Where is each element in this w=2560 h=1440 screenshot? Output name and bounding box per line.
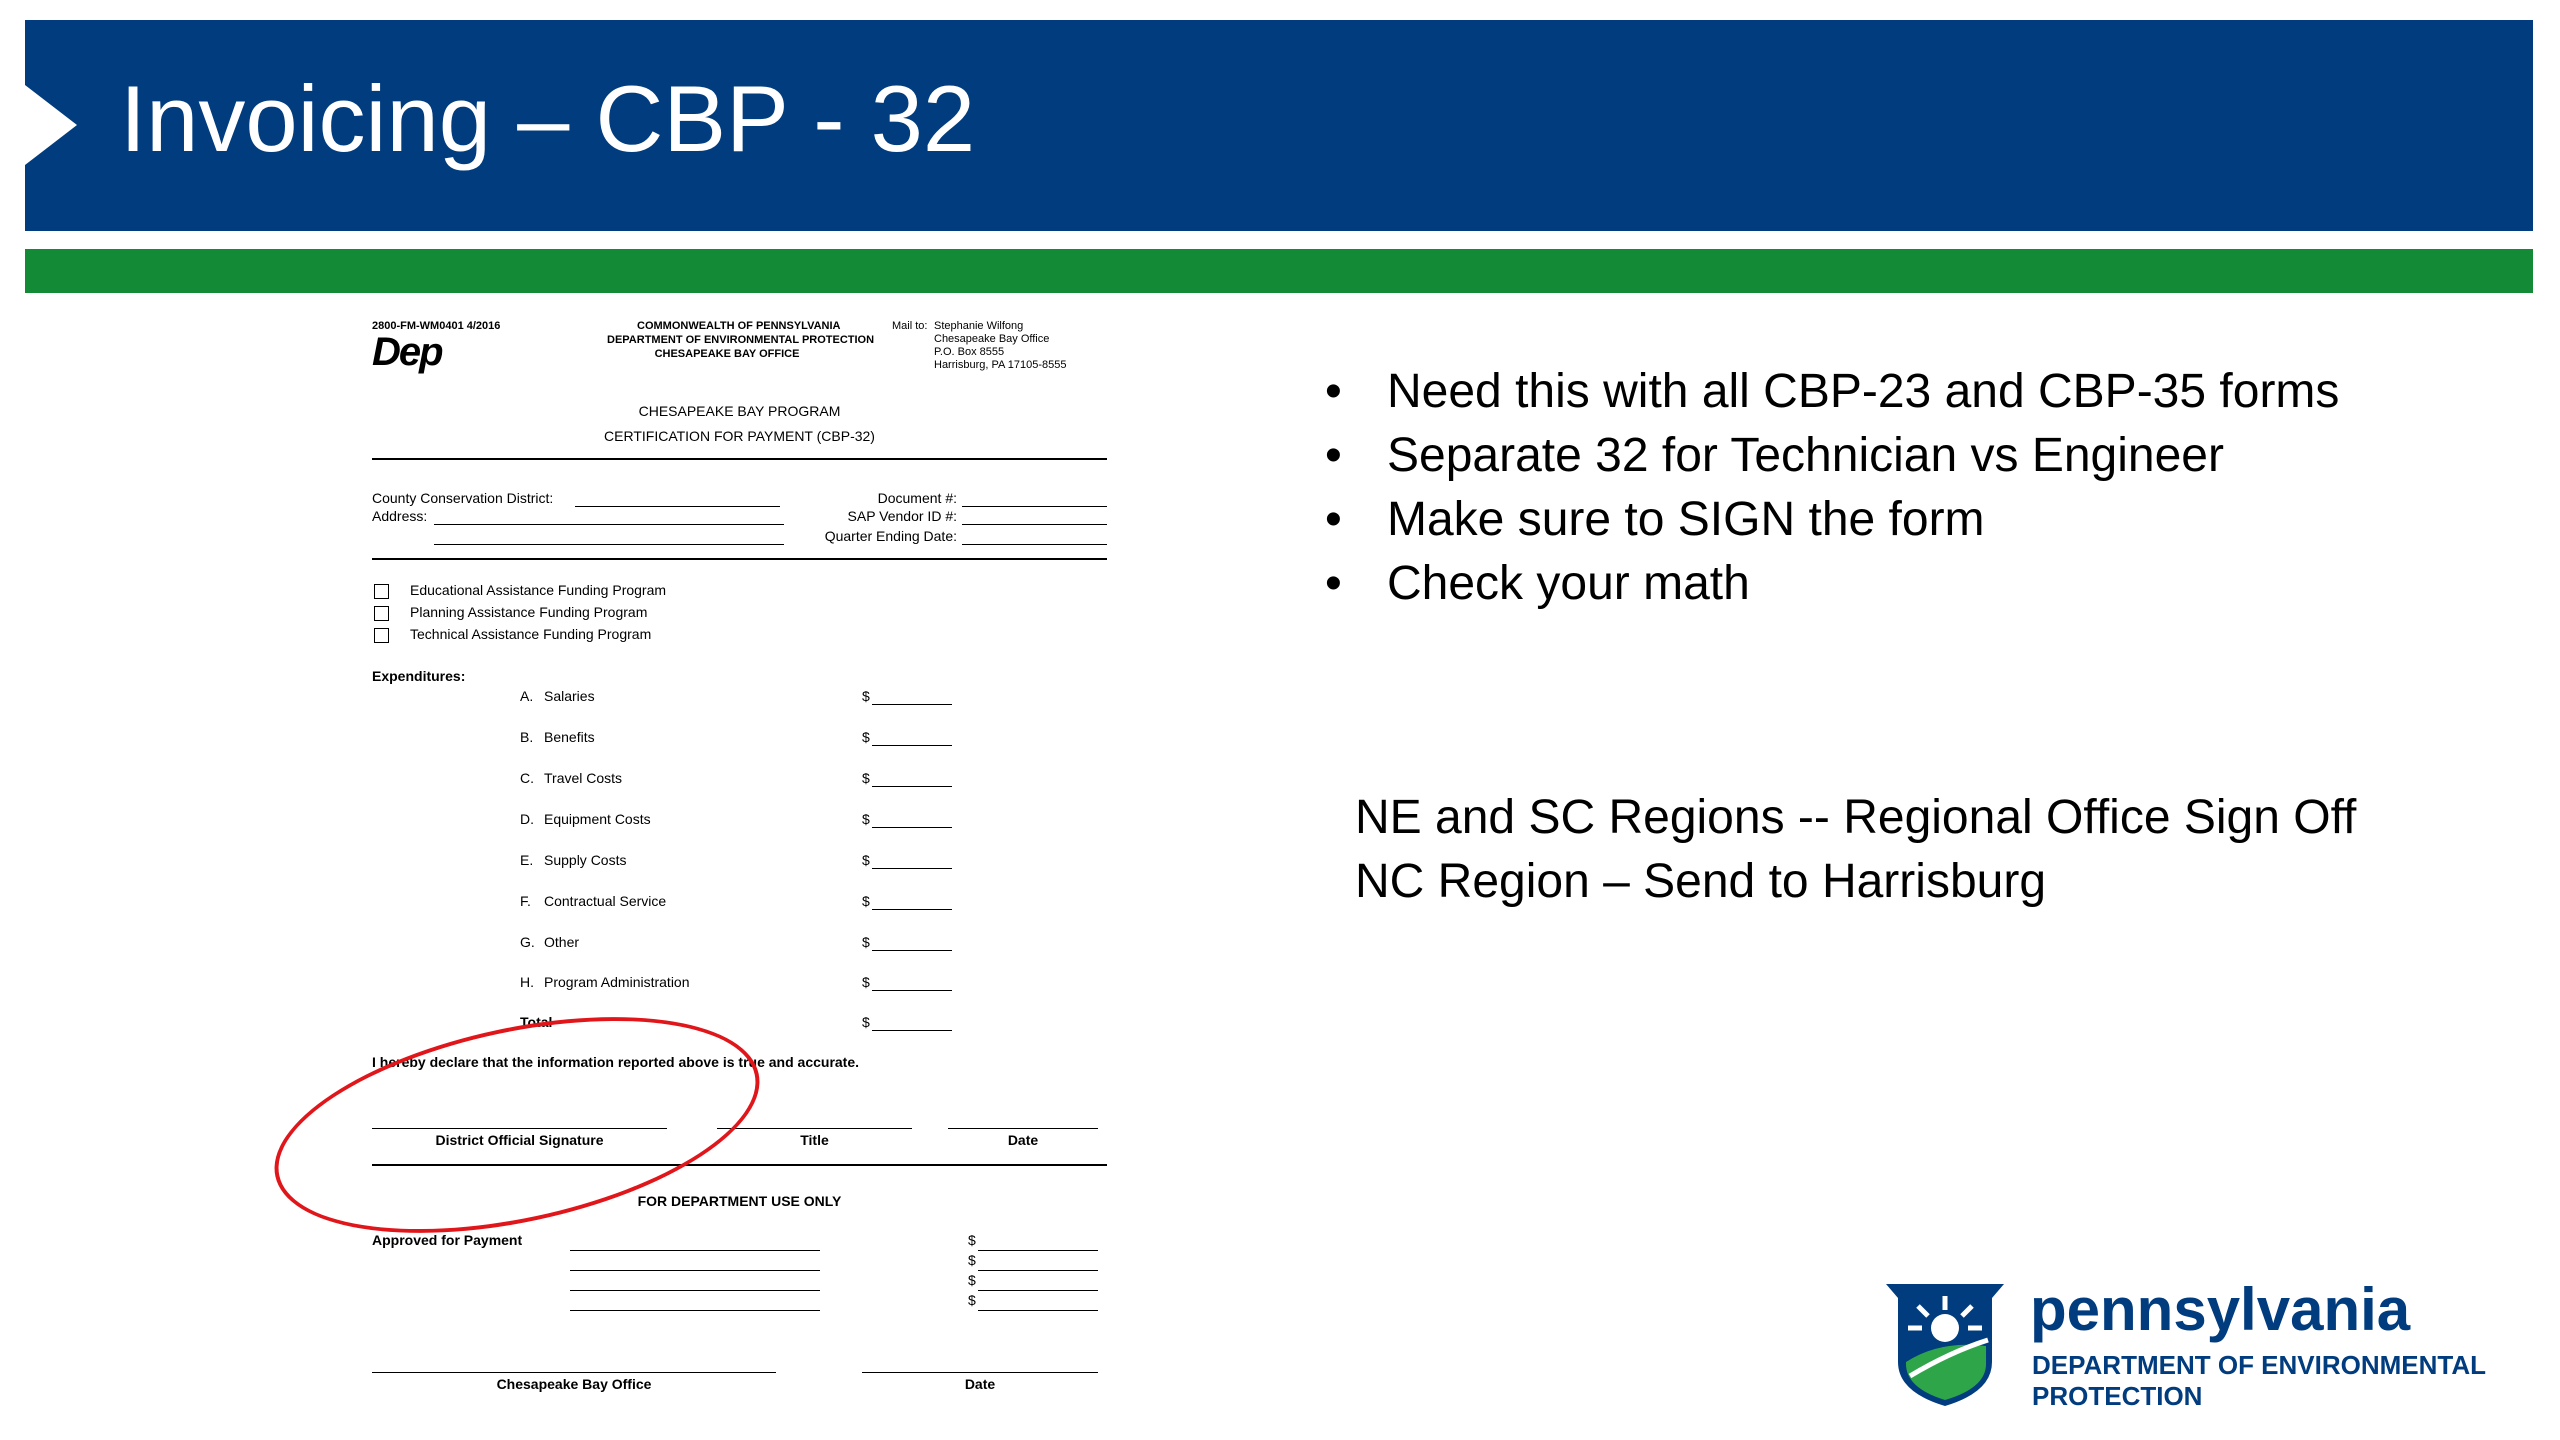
- program-title: CHESAPEAKE BAY PROGRAM: [638, 403, 841, 419]
- exp-name-h: Program Administration: [544, 974, 690, 990]
- exp-dollar-c: $: [862, 770, 870, 786]
- slide-title: Invoicing – CBP - 32: [120, 66, 976, 171]
- program-educational: Educational Assistance Funding Program: [410, 582, 667, 598]
- field-quarter-label: Quarter Ending Date:: [824, 528, 957, 544]
- approved-dollar-4: $: [968, 1292, 976, 1308]
- exp-letter-f: F.: [520, 893, 531, 909]
- expenditures-label: Expenditures:: [372, 668, 466, 684]
- exp-name-g: Other: [544, 934, 580, 950]
- exp-dollar-a: $: [862, 688, 870, 704]
- dept-use-only: FOR DEPARTMENT USE ONLY: [637, 1193, 842, 1209]
- bullet-item: • Separate 32 for Technician vs Engineer: [1325, 424, 2339, 488]
- exp-letter-e: E.: [520, 852, 534, 868]
- bullet-item: • Make sure to SIGN the form: [1325, 488, 2339, 552]
- title-label: Title: [800, 1132, 829, 1148]
- form-code: 2800-FM-WM0401 4/2016: [372, 320, 501, 332]
- program-technical: Technical Assistance Funding Program: [410, 626, 652, 642]
- approved-label: Approved for Payment: [372, 1232, 523, 1248]
- form-header-2: DEPARTMENT OF ENVIRONMENTAL PROTECTION: [607, 334, 875, 346]
- field-sap-label: SAP Vendor ID #:: [847, 508, 957, 524]
- bullet-list: [1325, 360, 2339, 616]
- bullet-item: • Need this with all CBP-23 and CBP-35 forms: [1325, 360, 2339, 424]
- mail-label: Mail to:: [892, 320, 928, 332]
- checkbox-planning: [374, 606, 389, 621]
- exp-name-d: Equipment Costs: [544, 811, 651, 827]
- exp-letter-h: H.: [520, 974, 534, 990]
- green-divider: [25, 249, 2533, 293]
- exp-letter-d: D.: [520, 811, 534, 827]
- exp-name-f: Contractual Service: [544, 893, 667, 909]
- exp-dollar-f: $: [862, 893, 870, 909]
- pa-dep-logo: [1880, 1276, 2540, 1411]
- exp-name-b: Benefits: [544, 729, 595, 745]
- regions-note: [1355, 786, 2356, 914]
- bullet-icon: •: [1325, 493, 1342, 546]
- date-label: Date: [1007, 1132, 1039, 1148]
- exp-dollar-h: $: [862, 974, 870, 990]
- signature-label: District Official Signature: [435, 1132, 604, 1148]
- program-planning: Planning Assistance Funding Program: [410, 604, 648, 620]
- exp-name-a: Salaries: [544, 688, 595, 704]
- total-dollar: $: [862, 1014, 870, 1030]
- dep-logo-text: Dep: [372, 330, 442, 374]
- form-title: CERTIFICATION FOR PAYMENT (CBP-32): [604, 428, 875, 444]
- exp-letter-c: C.: [520, 770, 534, 786]
- declaration: I hereby declare that the information reported above is true and accurate.: [372, 1054, 860, 1070]
- bullet-icon: •: [1325, 557, 1342, 610]
- exp-dollar-e: $: [862, 852, 870, 868]
- checkbox-educational: [374, 584, 389, 599]
- region-line-2: NC Region – Send to Harrisburg: [1355, 855, 2047, 908]
- title-arrow-icon: [25, 85, 77, 165]
- checkbox-technical: [374, 628, 389, 643]
- date-label-2: Date: [964, 1376, 996, 1392]
- bullet-icon: •: [1325, 429, 1342, 482]
- mail-to-1: Stephanie Wilfong: [934, 320, 1024, 332]
- form-header-3: CHESAPEAKE BAY OFFICE: [654, 348, 800, 360]
- bullet-item: • Check your math: [1325, 552, 2339, 616]
- mail-to-2: Chesapeake Bay Office: [934, 333, 1050, 345]
- mail-to-4: Harrisburg, PA 17105-8555: [934, 359, 1067, 371]
- keystone-icon: [1880, 1280, 2010, 1410]
- approved-dollar-2: $: [968, 1252, 976, 1268]
- pa-wordmark: pennsylvania: [2030, 1276, 2411, 1343]
- exp-letter-b: B.: [520, 729, 534, 745]
- exp-letter-g: G.: [520, 934, 535, 950]
- mail-to-3: P.O. Box 8555: [934, 346, 1005, 358]
- exp-dollar-d: $: [862, 811, 870, 827]
- region-line-1: NE and SC Regions -- Regional Office Sign Off: [1355, 791, 2357, 844]
- exp-dollar-b: $: [862, 729, 870, 745]
- cbo-label: Chesapeake Bay Office: [496, 1376, 652, 1392]
- exp-dollar-g: $: [862, 934, 870, 950]
- approved-dollar-3: $: [968, 1272, 976, 1288]
- cbp32-form-image: [372, 318, 1107, 1403]
- field-document-label: Document #:: [877, 490, 957, 506]
- exp-name-e: Supply Costs: [544, 852, 627, 868]
- approved-dollar-1: $: [968, 1232, 976, 1248]
- field-address-label: Address:: [372, 508, 428, 524]
- exp-name-c: Travel Costs: [544, 770, 623, 786]
- exp-letter-a: A.: [520, 688, 534, 704]
- form-header-1: COMMONWEALTH OF PENNSYLVANIA: [637, 320, 841, 332]
- bullet-icon: •: [1325, 365, 1342, 418]
- total-label: Total: [520, 1014, 553, 1030]
- pa-dept-name: DEPARTMENT OF ENVIRONMENTAL PROTECTION: [2032, 1350, 2487, 1411]
- field-district-label: County Conservation District:: [372, 490, 554, 506]
